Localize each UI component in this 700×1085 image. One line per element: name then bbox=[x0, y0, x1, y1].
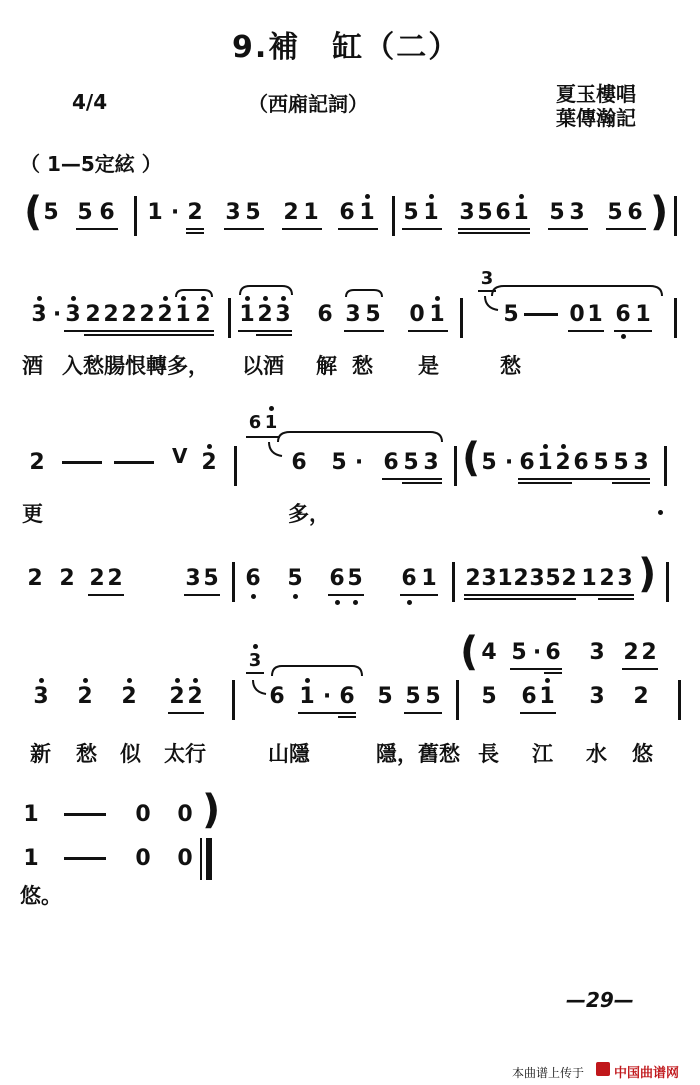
note: 6 bbox=[339, 200, 355, 225]
note: · bbox=[532, 640, 542, 665]
note: 5 bbox=[365, 302, 381, 327]
high-dot bbox=[163, 296, 168, 301]
underline bbox=[224, 228, 264, 230]
barline bbox=[674, 196, 677, 236]
underline bbox=[614, 330, 652, 332]
barline bbox=[664, 446, 667, 486]
note: · bbox=[52, 302, 62, 327]
note: 5 bbox=[287, 566, 303, 591]
high-dot bbox=[71, 296, 76, 301]
note: 2 bbox=[157, 302, 173, 327]
note: 6 bbox=[269, 684, 285, 709]
note: 0 bbox=[135, 802, 151, 827]
page-number: —29— bbox=[566, 988, 634, 1012]
underline bbox=[282, 228, 322, 230]
note: 1 bbox=[429, 302, 445, 327]
lyric: 是 bbox=[418, 354, 439, 378]
note: 6 bbox=[627, 200, 643, 225]
underline bbox=[186, 228, 204, 230]
lyric: 愁 bbox=[76, 742, 97, 766]
tie bbox=[238, 284, 294, 296]
lyric: 水 bbox=[586, 742, 607, 766]
underline bbox=[400, 594, 438, 596]
note: 1 bbox=[539, 684, 555, 709]
low-dot bbox=[407, 600, 412, 605]
low-dot bbox=[353, 600, 358, 605]
dash bbox=[524, 313, 558, 316]
note: 1 bbox=[537, 450, 553, 475]
underline bbox=[520, 712, 556, 714]
final-barline-thick bbox=[206, 838, 212, 880]
high-dot bbox=[519, 194, 524, 199]
note: 3 bbox=[569, 200, 585, 225]
note: 1 bbox=[147, 200, 163, 225]
watermark-text: 中国曲谱网 bbox=[614, 1066, 680, 1081]
tie bbox=[344, 288, 384, 298]
lyric: 江 bbox=[532, 742, 553, 766]
barline bbox=[234, 446, 237, 486]
note: 2 bbox=[187, 200, 203, 225]
note: 2 bbox=[187, 684, 203, 709]
note: 5 bbox=[481, 450, 497, 475]
high-dot bbox=[435, 296, 440, 301]
final-barline-thin bbox=[200, 838, 202, 880]
note: 4 bbox=[481, 640, 497, 665]
underline bbox=[612, 482, 650, 484]
note: 5 bbox=[481, 684, 497, 709]
note: 6 bbox=[545, 640, 561, 665]
open-paren: ( bbox=[24, 189, 43, 235]
performer-credit: 夏玉樓唱 bbox=[556, 82, 636, 106]
high-dot bbox=[429, 194, 434, 199]
note: · bbox=[170, 200, 180, 225]
note: 2 bbox=[103, 302, 119, 327]
underline bbox=[338, 228, 378, 230]
note: 2 bbox=[77, 684, 93, 709]
low-dot bbox=[293, 594, 298, 599]
note: 1 bbox=[513, 200, 529, 225]
underline bbox=[328, 594, 364, 596]
note: 2 bbox=[85, 302, 101, 327]
lyric: 新 bbox=[30, 742, 51, 766]
underline bbox=[548, 228, 588, 230]
underline bbox=[458, 232, 530, 234]
note: 6 bbox=[521, 684, 537, 709]
underline bbox=[338, 716, 356, 718]
underline bbox=[298, 712, 356, 714]
note: 2 bbox=[121, 302, 137, 327]
note: 3 bbox=[481, 566, 497, 591]
underline bbox=[404, 712, 442, 714]
note: 5 bbox=[77, 200, 93, 225]
low-dot bbox=[621, 334, 626, 339]
note: 2 bbox=[283, 200, 299, 225]
note: 3 bbox=[633, 450, 649, 475]
note: 2 bbox=[641, 640, 657, 665]
high-dot bbox=[127, 678, 132, 683]
close-paren: ) bbox=[638, 551, 657, 597]
note: 6 bbox=[248, 412, 262, 433]
underline bbox=[84, 334, 214, 336]
lyric: 愁 bbox=[352, 354, 373, 378]
note: 3 bbox=[275, 302, 291, 327]
source-note: （西廂記詞） bbox=[248, 92, 368, 116]
note: 1 bbox=[239, 302, 255, 327]
tie bbox=[270, 664, 366, 678]
note: 5 bbox=[545, 566, 561, 591]
stray-mark bbox=[658, 510, 663, 515]
note: 5 bbox=[403, 450, 419, 475]
note: 2 bbox=[599, 566, 615, 591]
note: 6 bbox=[99, 200, 115, 225]
close-paren: ) bbox=[202, 787, 221, 833]
lyric: 長 bbox=[478, 742, 499, 766]
high-dot bbox=[561, 444, 566, 449]
note: 2 bbox=[465, 566, 481, 591]
note: 1 bbox=[303, 200, 319, 225]
note: 1 bbox=[264, 412, 278, 433]
low-dot bbox=[335, 600, 340, 605]
note: 3 bbox=[617, 566, 633, 591]
close-paren: ) bbox=[650, 189, 669, 235]
transcriber-credit: 葉傳瀚記 bbox=[556, 106, 636, 130]
note: 3 bbox=[589, 640, 605, 665]
note: 2 bbox=[169, 684, 185, 709]
barline bbox=[228, 298, 231, 338]
note: 6 bbox=[615, 302, 631, 327]
high-dot bbox=[83, 678, 88, 683]
note: · bbox=[504, 450, 514, 475]
note: 1 bbox=[635, 302, 651, 327]
note: 2 bbox=[27, 566, 43, 591]
note: 3 bbox=[589, 684, 605, 709]
low-dot bbox=[251, 594, 256, 599]
lyric: 似 bbox=[120, 742, 141, 766]
note: 2 bbox=[555, 450, 571, 475]
note: 3 bbox=[345, 302, 361, 327]
note: 3 bbox=[65, 302, 81, 327]
high-dot bbox=[175, 678, 180, 683]
underline bbox=[622, 668, 658, 670]
underline bbox=[402, 228, 442, 230]
time-signature: 4/4 bbox=[72, 90, 108, 114]
underline bbox=[510, 668, 562, 670]
high-dot bbox=[207, 444, 212, 449]
note: 5 bbox=[613, 450, 629, 475]
high-dot bbox=[543, 444, 548, 449]
note: 5 bbox=[377, 684, 393, 709]
note: 6 bbox=[495, 200, 511, 225]
dash bbox=[114, 461, 154, 464]
dash bbox=[64, 813, 106, 816]
high-dot bbox=[281, 296, 286, 301]
tie bbox=[174, 288, 214, 298]
note: 0 bbox=[177, 802, 193, 827]
note: 6 bbox=[383, 450, 399, 475]
underline bbox=[402, 482, 442, 484]
high-dot bbox=[305, 678, 310, 683]
note: 6 bbox=[291, 450, 307, 475]
tie bbox=[276, 430, 446, 444]
grace-hook bbox=[250, 678, 270, 698]
note: 2 bbox=[195, 302, 211, 327]
lyric: 悠 bbox=[632, 742, 653, 766]
note: 3 bbox=[480, 268, 494, 289]
note: 2 bbox=[623, 640, 639, 665]
barline bbox=[454, 446, 457, 486]
high-dot bbox=[545, 678, 550, 683]
lyric: 山隱 bbox=[268, 742, 310, 766]
note: · bbox=[354, 450, 364, 475]
barline bbox=[460, 298, 463, 338]
note: 6 bbox=[401, 566, 417, 591]
note: 5 bbox=[245, 200, 261, 225]
note: 6 bbox=[339, 684, 355, 709]
underline bbox=[518, 478, 536, 480]
open-paren: ( bbox=[462, 435, 481, 481]
note: 0 bbox=[135, 846, 151, 871]
high-dot bbox=[37, 296, 42, 301]
underline bbox=[464, 598, 576, 600]
note: 3 bbox=[248, 650, 262, 671]
note: 5 bbox=[549, 200, 565, 225]
note: 0 bbox=[409, 302, 425, 327]
note: 3 bbox=[33, 684, 49, 709]
barline bbox=[678, 680, 681, 720]
note: 2 bbox=[201, 450, 217, 475]
note: 5 bbox=[43, 200, 59, 225]
underline bbox=[518, 482, 536, 484]
underline bbox=[184, 594, 220, 596]
note: 5 bbox=[347, 566, 363, 591]
note: 5 bbox=[607, 200, 623, 225]
underline bbox=[536, 482, 572, 484]
underline bbox=[458, 228, 530, 230]
underline bbox=[186, 232, 204, 234]
high-dot bbox=[253, 644, 258, 649]
lyric: 隱，舊愁 bbox=[376, 742, 460, 766]
high-dot bbox=[365, 194, 370, 199]
note: 1 bbox=[587, 302, 603, 327]
note: 1 bbox=[23, 846, 39, 871]
underline bbox=[64, 330, 214, 332]
high-dot bbox=[263, 296, 268, 301]
note: 2 bbox=[633, 684, 649, 709]
lyric: 入愁腸恨轉多， bbox=[62, 354, 209, 378]
note: · bbox=[322, 684, 332, 709]
high-dot bbox=[269, 406, 274, 411]
note: 2 bbox=[513, 566, 529, 591]
footer-text: 本曲谱上传于 bbox=[512, 1066, 585, 1080]
note: 2 bbox=[121, 684, 137, 709]
note: 3 bbox=[31, 302, 47, 327]
note: 5 bbox=[425, 684, 441, 709]
dash bbox=[64, 857, 106, 860]
underline bbox=[256, 334, 292, 336]
lyric: 愁 bbox=[500, 354, 521, 378]
lyric: 太行 bbox=[164, 742, 206, 766]
lyric: 更 bbox=[22, 502, 43, 526]
note: 5 bbox=[503, 302, 519, 327]
barline bbox=[456, 680, 459, 720]
underline bbox=[568, 330, 604, 332]
note: 1 bbox=[581, 566, 597, 591]
underline bbox=[88, 594, 124, 596]
note: 3 bbox=[529, 566, 545, 591]
underline bbox=[238, 330, 292, 332]
barline bbox=[134, 196, 137, 236]
note: 3 bbox=[423, 450, 439, 475]
note: 0 bbox=[569, 302, 585, 327]
note: 1 bbox=[423, 200, 439, 225]
underline bbox=[246, 436, 280, 438]
note: 1 bbox=[421, 566, 437, 591]
note: 6 bbox=[317, 302, 333, 327]
underline bbox=[464, 594, 634, 596]
note: 0 bbox=[177, 846, 193, 871]
underline bbox=[168, 712, 204, 714]
note: 5 bbox=[593, 450, 609, 475]
note: 3 bbox=[185, 566, 201, 591]
underline bbox=[408, 330, 448, 332]
open-paren: ( bbox=[460, 629, 479, 675]
note: 1 bbox=[175, 302, 191, 327]
lyric: 酒 bbox=[22, 354, 43, 378]
note: 1 bbox=[497, 566, 513, 591]
note: 2 bbox=[59, 566, 75, 591]
note: 6 bbox=[519, 450, 535, 475]
underline bbox=[606, 228, 646, 230]
tie bbox=[490, 284, 666, 298]
barline bbox=[452, 562, 455, 602]
note: 3 bbox=[225, 200, 241, 225]
barline bbox=[232, 562, 235, 602]
note: 2 bbox=[139, 302, 155, 327]
note: 6 bbox=[573, 450, 589, 475]
lyric: 多， bbox=[288, 502, 330, 526]
page-title: 9.補 缸（二） bbox=[232, 30, 461, 65]
underline bbox=[536, 478, 650, 480]
note: 5 bbox=[405, 684, 421, 709]
underline bbox=[344, 330, 384, 332]
note: 6 bbox=[329, 566, 345, 591]
barline bbox=[392, 196, 395, 236]
breath-mark: V bbox=[172, 444, 188, 468]
note: 5 bbox=[511, 640, 527, 665]
note: 6 bbox=[245, 566, 261, 591]
note: 5 bbox=[331, 450, 347, 475]
lyric: 解 bbox=[316, 354, 337, 378]
note: 2 bbox=[257, 302, 273, 327]
barline bbox=[674, 298, 677, 338]
watermark-logo-icon bbox=[596, 1062, 610, 1076]
lyric: 悠。 bbox=[20, 884, 62, 908]
dash bbox=[62, 461, 102, 464]
note: 2 bbox=[561, 566, 577, 591]
note: 3 bbox=[459, 200, 475, 225]
tuning-note: （ 1—5定絃 ） bbox=[20, 152, 162, 176]
barline bbox=[232, 680, 235, 720]
note: 1 bbox=[359, 200, 375, 225]
note: 2 bbox=[107, 566, 123, 591]
underline bbox=[76, 228, 118, 230]
barline bbox=[666, 562, 669, 602]
note: 2 bbox=[89, 566, 105, 591]
note: 1 bbox=[23, 802, 39, 827]
note: 5 bbox=[203, 566, 219, 591]
high-dot bbox=[39, 678, 44, 683]
note: 1 bbox=[299, 684, 315, 709]
high-dot bbox=[245, 296, 250, 301]
high-dot bbox=[193, 678, 198, 683]
note: 5 bbox=[403, 200, 419, 225]
underline bbox=[544, 672, 562, 674]
underline bbox=[598, 598, 634, 600]
underline bbox=[382, 478, 442, 480]
underline bbox=[246, 672, 264, 674]
note: 5 bbox=[477, 200, 493, 225]
note: 2 bbox=[29, 450, 45, 475]
lyric: 以酒 bbox=[242, 354, 284, 378]
